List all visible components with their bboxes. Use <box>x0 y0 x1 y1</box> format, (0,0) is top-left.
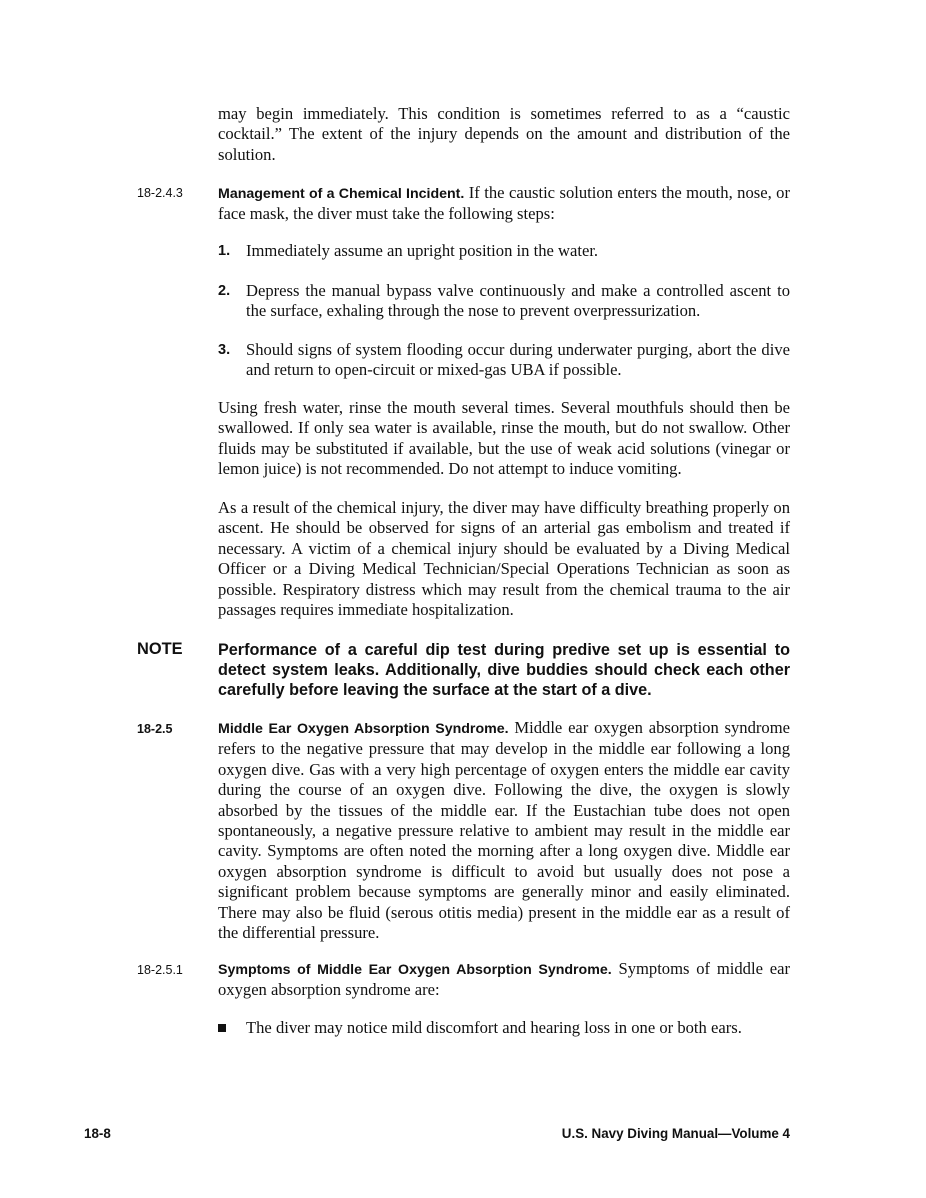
bullet-item <box>218 1018 790 1038</box>
step-text: Depress the manual bypass valve continuously and make a controlled ascent to the surface, exhaling through the nose to prevent overpressurization. <box>246 281 790 321</box>
square-bullet-icon <box>218 1024 226 1032</box>
section-body: Symptoms of middle ear oxygen absorption syndrome are: <box>218 959 790 1000</box>
section-number-18-2-5: 18-2.5 <box>137 722 173 736</box>
step-text: Should signs of system flooding occur during underwater purging, abort the dive and return to open-circuit or mixed-gas UBA if possible. <box>246 340 790 380</box>
step-text: Immediately assume an upright position in the water. <box>246 241 599 260</box>
step-item-3 <box>218 340 790 381</box>
section-18-2-5-paragraph <box>218 718 790 943</box>
step-number: 2. <box>218 283 231 299</box>
section-18-2-4-3-paragraph <box>218 183 790 225</box>
section-number-18-2-5-1: 18-2.5.1 <box>137 963 183 977</box>
rinse-paragraph: Using fresh water, rinse the mouth several times. Several mouthfuls should then be swallowed. If only sea water is available, rinse the mouth, but do not swallow. Other fluids may be substituted if available, but the use of weak acid solutions (vinegar or lemon juice) is not recommended. Do not attempt to induce vomiting. <box>218 398 790 479</box>
step-item-1 <box>218 241 790 261</box>
step-number: 1. <box>218 243 231 259</box>
intro-paragraph: may begin immediately. This condition is sometimes referred to as a “caustic cocktail.” The extent of the injury depends on the amount and distribution of the solution. <box>218 104 790 164</box>
injury-paragraph: As a result of the chemical injury, the diver may have difficulty breathing properly on ascent. He should be observed for signs of an arterial gas embolism and treated if necessary. A victim of a chemical injury should be evaluated by a Diving Medical Officer or a Diving Medical Technician/Special Operations Technician as soon as possible. Respiratory distress which may result from the chemical trauma to the air passages requires immediate hospitalization. <box>218 498 790 620</box>
section-heading: Management of a Chemical Incident. <box>218 186 465 202</box>
section-body: If the caustic solution enters the mouth, nose, or face mask, the diver must take the following steps: <box>218 183 790 224</box>
section-heading: Middle Ear Oxygen Absorption Syndrome. <box>218 721 509 737</box>
step-number: 3. <box>218 342 231 358</box>
footer-title: U.S. Navy Diving Manual—Volume 4 <box>561 1126 790 1141</box>
section-heading: Symptoms of Middle Ear Oxygen Absorption Syndrome. <box>218 962 612 978</box>
bullet-text: The diver may notice mild discomfort and hearing loss in one or both ears. <box>246 1018 742 1037</box>
section-18-2-5-1-paragraph <box>218 959 790 1001</box>
section-body: Middle ear oxygen absorption syndrome refers to the negative pressure that may develop in the middle ear following a long oxygen dive. Gas with a very high percentage of oxygen enters the middle ear cavity during the course of an oxygen dive. Following the dive, the oxygen is slowly absorbed by the tissues of the middle ear. If the Eustachian tube does not open spontaneously, a negative pressure relative to ambient may result in the middle ear cavity. Symptoms are often noted the morning after a long oxygen dive. Middle ear oxygen absorption syndrome is difficult to avoid but usually does not pose a significant problem because symptoms are generally minor and easily eliminated. There may also be fluid (serous otitis media) present in the middle ear as a result of the differential pressure. <box>218 718 790 943</box>
step-item-2 <box>218 281 790 322</box>
footer-page-number: 18-8 <box>84 1126 111 1141</box>
section-number-18-2-4-3: 18-2.4.3 <box>137 186 183 200</box>
note-text: Performance of a careful dip test during predive set up is essential to detect system leaks. Additionally, dive buddies should check each other carefully before leaving the surface at the start of a dive. <box>218 641 790 699</box>
note-label: NOTE <box>137 640 183 658</box>
